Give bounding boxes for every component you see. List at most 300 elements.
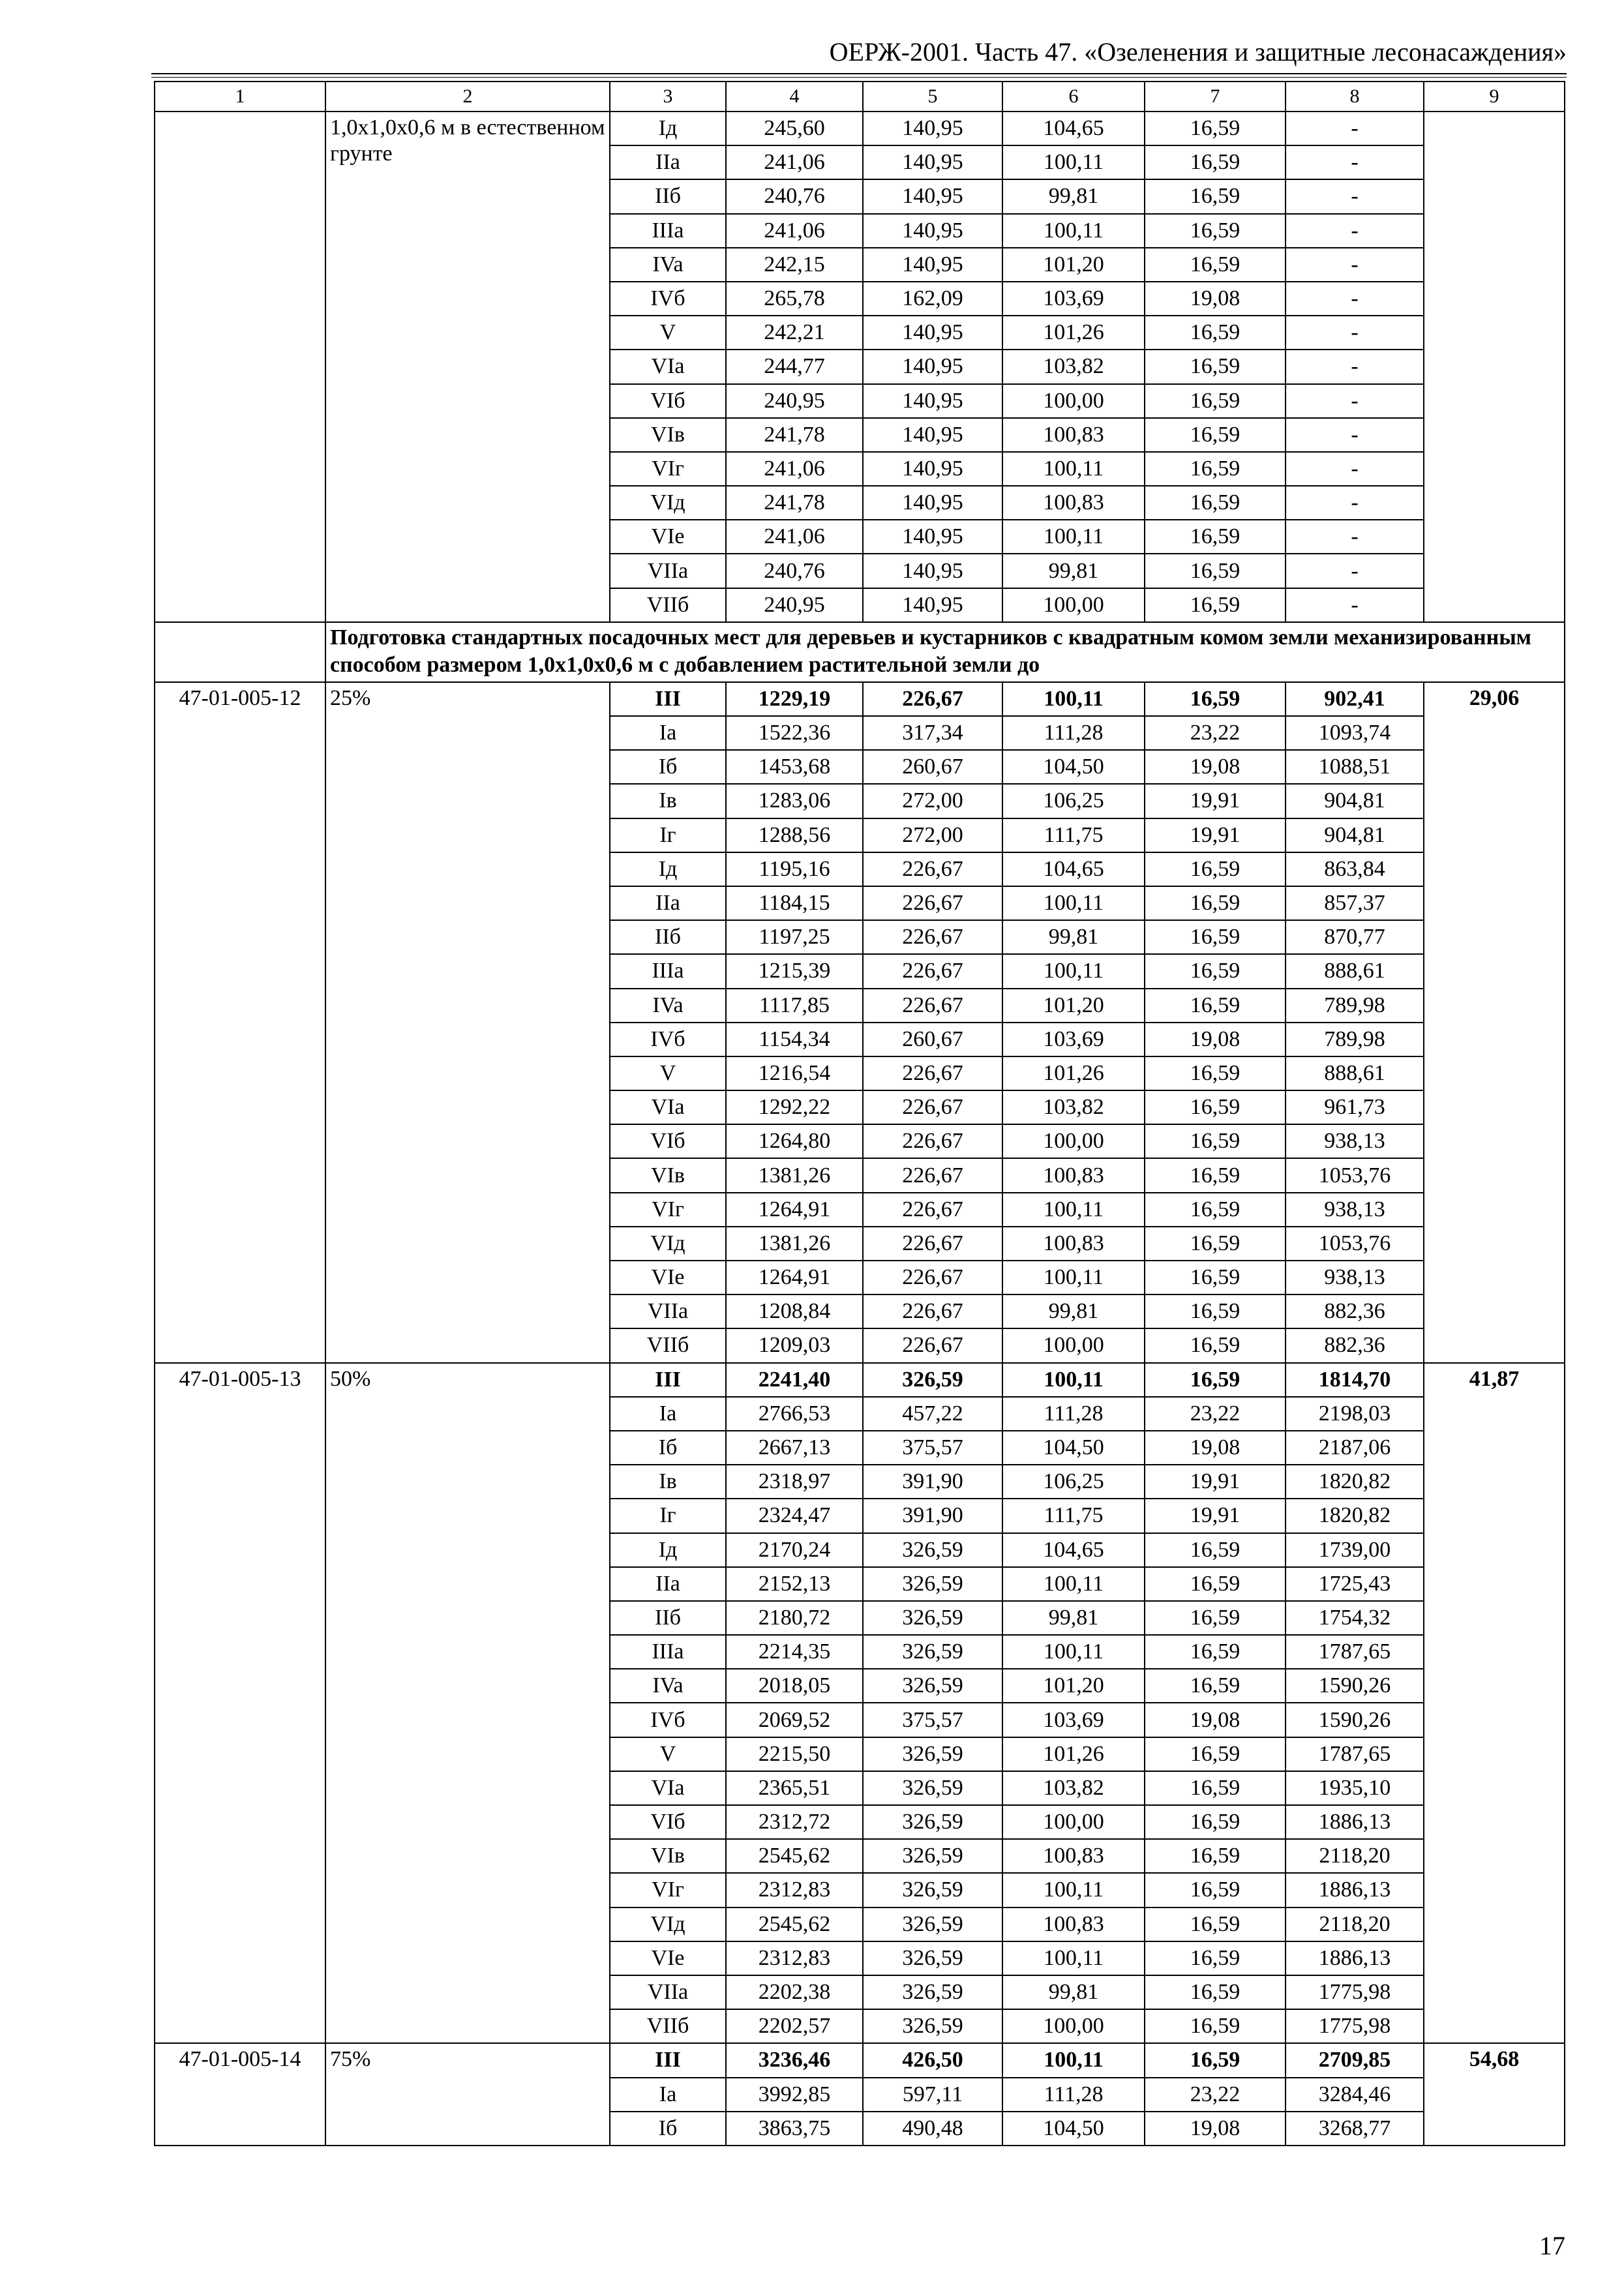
value-cell: 902,41 (1286, 682, 1424, 716)
value-cell: 226,67 (863, 989, 1002, 1023)
value-cell: 241,06 (726, 452, 863, 486)
header-rule (151, 73, 1567, 74)
value-cell: 100,11 (1002, 1363, 1145, 1397)
value-cell: 99,81 (1002, 1294, 1145, 1328)
value-cell: 244,77 (726, 350, 863, 383)
value-cell: - (1286, 112, 1424, 145)
value-cell: 426,50 (863, 2043, 1002, 2077)
code-cell (155, 112, 325, 622)
value-cell: - (1286, 282, 1424, 316)
value-cell: - (1286, 384, 1424, 418)
value-cell: VIв (610, 1839, 726, 1873)
value-cell: IIб (610, 920, 726, 954)
value-cell: 100,00 (1002, 2009, 1145, 2043)
column-number: 6 (1002, 82, 1145, 112)
value-cell: IIб (610, 1601, 726, 1635)
value-cell: 19,91 (1145, 818, 1286, 852)
value-cell: 2766,53 (726, 1397, 863, 1431)
value-cell: Iб (610, 750, 726, 784)
value-cell: 1787,65 (1286, 1737, 1424, 1771)
value-cell: 1229,19 (726, 682, 863, 716)
value-cell: 245,60 (726, 112, 863, 145)
value-cell: 2018,05 (726, 1669, 863, 1703)
value-cell: 2198,03 (1286, 1397, 1424, 1431)
value-cell: 2215,50 (726, 1737, 863, 1771)
value-cell: 1264,91 (726, 1261, 863, 1294)
col9-cell: 41,87 (1424, 1363, 1565, 2044)
value-cell: 104,65 (1002, 852, 1145, 886)
value-cell: 272,00 (863, 818, 1002, 852)
value-cell: 1216,54 (726, 1056, 863, 1090)
value-cell: 16,59 (1145, 112, 1286, 145)
value-cell: 938,13 (1286, 1124, 1424, 1158)
value-cell: 326,59 (863, 1601, 1002, 1635)
value-cell: 1886,13 (1286, 1941, 1424, 1975)
table-body (155, 82, 1565, 2146)
value-cell: 226,67 (863, 682, 1002, 716)
value-cell: 1725,43 (1286, 1567, 1424, 1601)
value-cell: 16,59 (1145, 682, 1286, 716)
value-cell: 16,59 (1145, 520, 1286, 554)
value-cell: VIIa (610, 554, 726, 588)
value-cell: 260,67 (863, 1023, 1002, 1056)
value-cell: 1209,03 (726, 1328, 863, 1362)
value-cell: 1184,15 (726, 886, 863, 920)
value-cell: 16,59 (1145, 1635, 1286, 1669)
value-cell: 100,00 (1002, 588, 1145, 622)
value-cell: 242,21 (726, 316, 863, 350)
value-cell: 2118,20 (1286, 1908, 1424, 1941)
value-cell: 100,11 (1002, 1261, 1145, 1294)
value-cell: 19,08 (1145, 1431, 1286, 1465)
value-cell: 1088,51 (1286, 750, 1424, 784)
value-cell: 23,22 (1145, 2078, 1286, 2112)
value-cell: 1288,56 (726, 818, 863, 852)
value-cell: IVa (610, 989, 726, 1023)
value-cell: - (1286, 520, 1424, 554)
value-cell: 100,83 (1002, 486, 1145, 520)
value-cell: 326,59 (863, 1567, 1002, 1601)
value-cell: - (1286, 350, 1424, 383)
value-cell: 226,67 (863, 954, 1002, 988)
value-cell: VIIб (610, 1328, 726, 1362)
value-cell: V (610, 316, 726, 350)
value-cell: 100,11 (1002, 682, 1145, 716)
value-cell: 391,90 (863, 1465, 1002, 1499)
value-cell: VIд (610, 486, 726, 520)
value-cell: 16,59 (1145, 1294, 1286, 1328)
value-cell: 100,11 (1002, 954, 1145, 988)
code-cell: 47-01-005-12 (155, 682, 325, 1363)
value-cell: 2324,47 (726, 1499, 863, 1533)
value-cell: 101,26 (1002, 1737, 1145, 1771)
value-cell: 326,59 (863, 1873, 1002, 1907)
value-cell: 240,95 (726, 588, 863, 622)
value-cell: 16,59 (1145, 418, 1286, 452)
value-cell: 2312,83 (726, 1941, 863, 1975)
value-cell: 1197,25 (726, 920, 863, 954)
value-cell: 111,28 (1002, 1397, 1145, 1431)
value-cell: 1590,26 (1286, 1669, 1424, 1703)
value-cell: 226,67 (863, 1328, 1002, 1362)
value-cell: 16,59 (1145, 1261, 1286, 1294)
value-cell: - (1286, 452, 1424, 486)
value-cell: 16,59 (1145, 1941, 1286, 1975)
value-cell: 140,95 (863, 452, 1002, 486)
value-cell: Ia (610, 1397, 726, 1431)
value-cell: 16,59 (1145, 350, 1286, 383)
code-cell: 47-01-005-13 (155, 1363, 325, 2044)
value-cell: 226,67 (863, 1124, 1002, 1158)
value-cell: 16,59 (1145, 316, 1286, 350)
value-cell: 16,59 (1145, 2009, 1286, 2043)
value-cell: 100,11 (1002, 520, 1145, 554)
value-cell: 140,95 (863, 145, 1002, 179)
value-cell: 2152,13 (726, 1567, 863, 1601)
value-cell: 2312,83 (726, 1873, 863, 1907)
value-cell: 16,59 (1145, 954, 1286, 988)
value-cell: III (610, 682, 726, 716)
value-cell: IVa (610, 1669, 726, 1703)
value-cell: 1739,00 (1286, 1533, 1424, 1567)
value-cell: 99,81 (1002, 1975, 1145, 2009)
value-cell: 272,00 (863, 784, 1002, 818)
value-cell: 100,11 (1002, 1635, 1145, 1669)
value-cell: IIб (610, 179, 726, 213)
value-cell: VIe (610, 1261, 726, 1294)
value-cell: 391,90 (863, 1499, 1002, 1533)
value-cell: 1195,16 (726, 852, 863, 886)
value-cell: 162,09 (863, 282, 1002, 316)
value-cell: IIIa (610, 1635, 726, 1669)
value-cell: 904,81 (1286, 818, 1424, 852)
value-cell: 111,28 (1002, 2078, 1145, 2112)
value-cell: 103,69 (1002, 1703, 1145, 1737)
value-cell: 16,59 (1145, 179, 1286, 213)
value-cell: 100,11 (1002, 1873, 1145, 1907)
value-cell: VIг (610, 452, 726, 486)
value-cell: 1522,36 (726, 716, 863, 750)
value-cell: 100,11 (1002, 214, 1145, 248)
value-cell: IVб (610, 1703, 726, 1737)
value-cell: 1935,10 (1286, 1771, 1424, 1805)
value-cell: 140,95 (863, 179, 1002, 213)
value-cell: 100,00 (1002, 1124, 1145, 1158)
value-cell: 16,59 (1145, 1124, 1286, 1158)
value-cell: 16,59 (1145, 1090, 1286, 1124)
value-cell: 1154,34 (726, 1023, 863, 1056)
value-cell: 140,95 (863, 418, 1002, 452)
value-cell: 1283,06 (726, 784, 863, 818)
value-cell: III (610, 2043, 726, 2077)
value-cell: VIб (610, 384, 726, 418)
value-cell: Ia (610, 2078, 726, 2112)
section-title: Подготовка стандартных посадочных мест для деревьев и кустарников с квадратным комом земли механизированным способом размером 1,0х1,0х0,6 м с добавлением растительной земли до (325, 622, 1565, 682)
description-cell: 50% (325, 1363, 610, 2044)
value-cell: Ia (610, 716, 726, 750)
value-cell: 241,78 (726, 418, 863, 452)
value-cell: VIб (610, 1124, 726, 1158)
value-cell: 100,00 (1002, 384, 1145, 418)
value-cell: 16,59 (1145, 1158, 1286, 1192)
value-cell: 226,67 (863, 852, 1002, 886)
value-cell: VIд (610, 1227, 726, 1261)
value-cell: 857,37 (1286, 886, 1424, 920)
value-cell: 111,28 (1002, 716, 1145, 750)
value-cell: 882,36 (1286, 1328, 1424, 1362)
value-cell: Iб (610, 1431, 726, 1465)
value-cell: 1886,13 (1286, 1805, 1424, 1839)
value-cell: VIe (610, 1941, 726, 1975)
value-cell: 326,59 (863, 1635, 1002, 1669)
value-cell: - (1286, 179, 1424, 213)
value-cell: 19,91 (1145, 1465, 1286, 1499)
value-cell: 326,59 (863, 2009, 1002, 2043)
value-cell: 16,59 (1145, 1771, 1286, 1805)
value-cell: 140,95 (863, 316, 1002, 350)
value-cell: VIIб (610, 2009, 726, 2043)
description-cell: 1,0х1,0х0,6 м в естественном грунте (325, 112, 610, 622)
value-cell: 241,06 (726, 145, 863, 179)
header-rule-thin (151, 77, 1567, 78)
value-cell: 870,77 (1286, 920, 1424, 954)
value-cell: VIг (610, 1873, 726, 1907)
value-cell: 2318,97 (726, 1465, 863, 1499)
value-cell: VIa (610, 1771, 726, 1805)
value-cell: 111,75 (1002, 818, 1145, 852)
value-cell: 241,06 (726, 214, 863, 248)
value-cell: IIa (610, 1567, 726, 1601)
value-cell: VIд (610, 1908, 726, 1941)
value-cell: 16,59 (1145, 1737, 1286, 1771)
value-cell: 3992,85 (726, 2078, 863, 2112)
value-cell: 2069,52 (726, 1703, 863, 1737)
value-cell: 326,59 (863, 1941, 1002, 1975)
table-row (155, 682, 1565, 716)
value-cell: 882,36 (1286, 1294, 1424, 1328)
value-cell: VIe (610, 520, 726, 554)
value-cell: 16,59 (1145, 1839, 1286, 1873)
value-cell: 2545,62 (726, 1908, 863, 1941)
value-cell: 789,98 (1286, 989, 1424, 1023)
value-cell: 2545,62 (726, 1839, 863, 1873)
value-cell: 1208,84 (726, 1294, 863, 1328)
value-cell: 1093,74 (1286, 716, 1424, 750)
value-cell: 1264,80 (726, 1124, 863, 1158)
value-cell: 140,95 (863, 350, 1002, 383)
value-cell: 99,81 (1002, 1601, 1145, 1635)
value-cell: III (610, 1363, 726, 1397)
value-cell: 16,59 (1145, 1601, 1286, 1635)
value-cell: 2312,72 (726, 1805, 863, 1839)
value-cell: IIIa (610, 214, 726, 248)
value-cell: 1453,68 (726, 750, 863, 784)
value-cell: VIг (610, 1193, 726, 1227)
value-cell: 457,22 (863, 1397, 1002, 1431)
value-cell: 140,95 (863, 112, 1002, 145)
value-cell: 2214,35 (726, 1635, 863, 1669)
table-row (155, 112, 1565, 145)
value-cell: - (1286, 418, 1424, 452)
value-cell: Iд (610, 1533, 726, 1567)
value-cell: 16,59 (1145, 920, 1286, 954)
value-cell: 1590,26 (1286, 1703, 1424, 1737)
value-cell: 101,20 (1002, 1669, 1145, 1703)
value-cell: 100,11 (1002, 145, 1145, 179)
value-cell: 490,48 (863, 2112, 1002, 2146)
value-cell: 140,95 (863, 384, 1002, 418)
value-cell: 104,50 (1002, 750, 1145, 784)
value-cell: 104,50 (1002, 1431, 1145, 1465)
value-cell: IVб (610, 1023, 726, 1056)
value-cell: 16,59 (1145, 1363, 1286, 1397)
value-cell: Iв (610, 1465, 726, 1499)
value-cell: 240,76 (726, 554, 863, 588)
value-cell: 2187,06 (1286, 1431, 1424, 1465)
value-cell: 3236,46 (726, 2043, 863, 2077)
value-cell: 1264,91 (726, 1193, 863, 1227)
value-cell: 226,67 (863, 1090, 1002, 1124)
value-cell: - (1286, 554, 1424, 588)
value-cell: 16,59 (1145, 1533, 1286, 1567)
value-cell: 863,84 (1286, 852, 1424, 886)
value-cell: Iд (610, 852, 726, 886)
value-cell: 2709,85 (1286, 2043, 1424, 2077)
value-cell: 106,25 (1002, 1465, 1145, 1499)
value-cell: VIa (610, 350, 726, 383)
value-cell: IVб (610, 282, 726, 316)
value-cell: 226,67 (863, 1294, 1002, 1328)
value-cell: 240,76 (726, 179, 863, 213)
col9-cell: 54,68 (1424, 2043, 1565, 2146)
value-cell: 100,83 (1002, 1839, 1145, 1873)
value-cell: 19,08 (1145, 1023, 1286, 1056)
col9-cell: 29,06 (1424, 682, 1565, 1363)
value-cell: 1820,82 (1286, 1465, 1424, 1499)
value-cell: VIб (610, 1805, 726, 1839)
value-cell: 100,83 (1002, 1908, 1145, 1941)
running-header: ОЕРЖ-2001. Часть 47. «Озеленения и защитные лесонасаждения» (829, 37, 1567, 67)
value-cell: 1053,76 (1286, 1227, 1424, 1261)
value-cell: 100,83 (1002, 1158, 1145, 1192)
value-cell: 326,59 (863, 1669, 1002, 1703)
value-cell: 1381,26 (726, 1227, 863, 1261)
value-cell: 2667,13 (726, 1431, 863, 1465)
col9-cell (1424, 112, 1565, 622)
value-cell: Iг (610, 1499, 726, 1533)
value-cell: 16,59 (1145, 1908, 1286, 1941)
value-cell: 100,11 (1002, 1567, 1145, 1601)
value-cell: 100,11 (1002, 886, 1145, 920)
page-number: 17 (1539, 2231, 1565, 2260)
value-cell: 1775,98 (1286, 1975, 1424, 2009)
value-cell: 16,59 (1145, 989, 1286, 1023)
value-cell: 23,22 (1145, 716, 1286, 750)
value-cell: 100,83 (1002, 1227, 1145, 1261)
value-cell: 100,11 (1002, 2043, 1145, 2077)
value-cell: 16,59 (1145, 452, 1286, 486)
value-cell: 100,00 (1002, 1805, 1145, 1839)
value-cell: 1820,82 (1286, 1499, 1424, 1533)
value-cell: 103,82 (1002, 350, 1145, 383)
value-cell: 3284,46 (1286, 2078, 1424, 2112)
value-cell: 1787,65 (1286, 1635, 1424, 1669)
value-cell: 23,22 (1145, 1397, 1286, 1431)
value-cell: 375,57 (863, 1431, 1002, 1465)
value-cell: 1053,76 (1286, 1158, 1424, 1192)
value-cell: 1292,22 (726, 1090, 863, 1124)
value-cell: 16,59 (1145, 2043, 1286, 2077)
value-cell: 16,59 (1145, 1227, 1286, 1261)
value-cell: 888,61 (1286, 1056, 1424, 1090)
value-cell: 103,69 (1002, 282, 1145, 316)
value-cell: V (610, 1737, 726, 1771)
column-number: 7 (1145, 82, 1286, 112)
value-cell: 317,34 (863, 716, 1002, 750)
value-cell: 16,59 (1145, 384, 1286, 418)
value-cell: 101,20 (1002, 989, 1145, 1023)
value-cell: - (1286, 214, 1424, 248)
value-cell: VIв (610, 1158, 726, 1192)
column-number: 4 (726, 82, 863, 112)
column-number: 5 (863, 82, 1002, 112)
value-cell: Iд (610, 112, 726, 145)
value-cell: - (1286, 588, 1424, 622)
value-cell: 16,59 (1145, 554, 1286, 588)
value-cell: 1381,26 (726, 1158, 863, 1192)
value-cell: 16,59 (1145, 886, 1286, 920)
value-cell: 16,59 (1145, 214, 1286, 248)
value-cell: 140,95 (863, 248, 1002, 282)
table-row (155, 2043, 1565, 2077)
value-cell: IIIa (610, 954, 726, 988)
value-cell: 103,69 (1002, 1023, 1145, 1056)
value-cell: - (1286, 145, 1424, 179)
value-cell: - (1286, 316, 1424, 350)
value-cell: 326,59 (863, 1363, 1002, 1397)
value-cell: 16,59 (1145, 248, 1286, 282)
table-row (155, 1363, 1565, 1397)
value-cell: VIв (610, 418, 726, 452)
value-cell: Iг (610, 818, 726, 852)
value-cell: 19,08 (1145, 282, 1286, 316)
value-cell: 16,59 (1145, 588, 1286, 622)
value-cell: 1215,39 (726, 954, 863, 988)
value-cell: 101,26 (1002, 316, 1145, 350)
column-number: 3 (610, 82, 726, 112)
value-cell: 326,59 (863, 1737, 1002, 1771)
value-cell: 16,59 (1145, 1193, 1286, 1227)
section-code-cell (155, 622, 325, 682)
value-cell: 938,13 (1286, 1193, 1424, 1227)
value-cell: 226,67 (863, 1056, 1002, 1090)
value-cell: 99,81 (1002, 179, 1145, 213)
value-cell: 100,83 (1002, 418, 1145, 452)
section-row (155, 622, 1565, 682)
value-cell: 140,95 (863, 486, 1002, 520)
column-number: 9 (1424, 82, 1565, 112)
description-cell: 75% (325, 2043, 610, 2146)
value-cell: 111,75 (1002, 1499, 1145, 1533)
value-cell: 19,91 (1145, 1499, 1286, 1533)
value-cell: 904,81 (1286, 784, 1424, 818)
value-cell: 16,59 (1145, 1567, 1286, 1601)
value-cell: 16,59 (1145, 1328, 1286, 1362)
value-cell: 16,59 (1145, 486, 1286, 520)
value-cell: 3268,77 (1286, 2112, 1424, 2146)
value-cell: 326,59 (863, 1771, 1002, 1805)
value-cell: IVa (610, 248, 726, 282)
